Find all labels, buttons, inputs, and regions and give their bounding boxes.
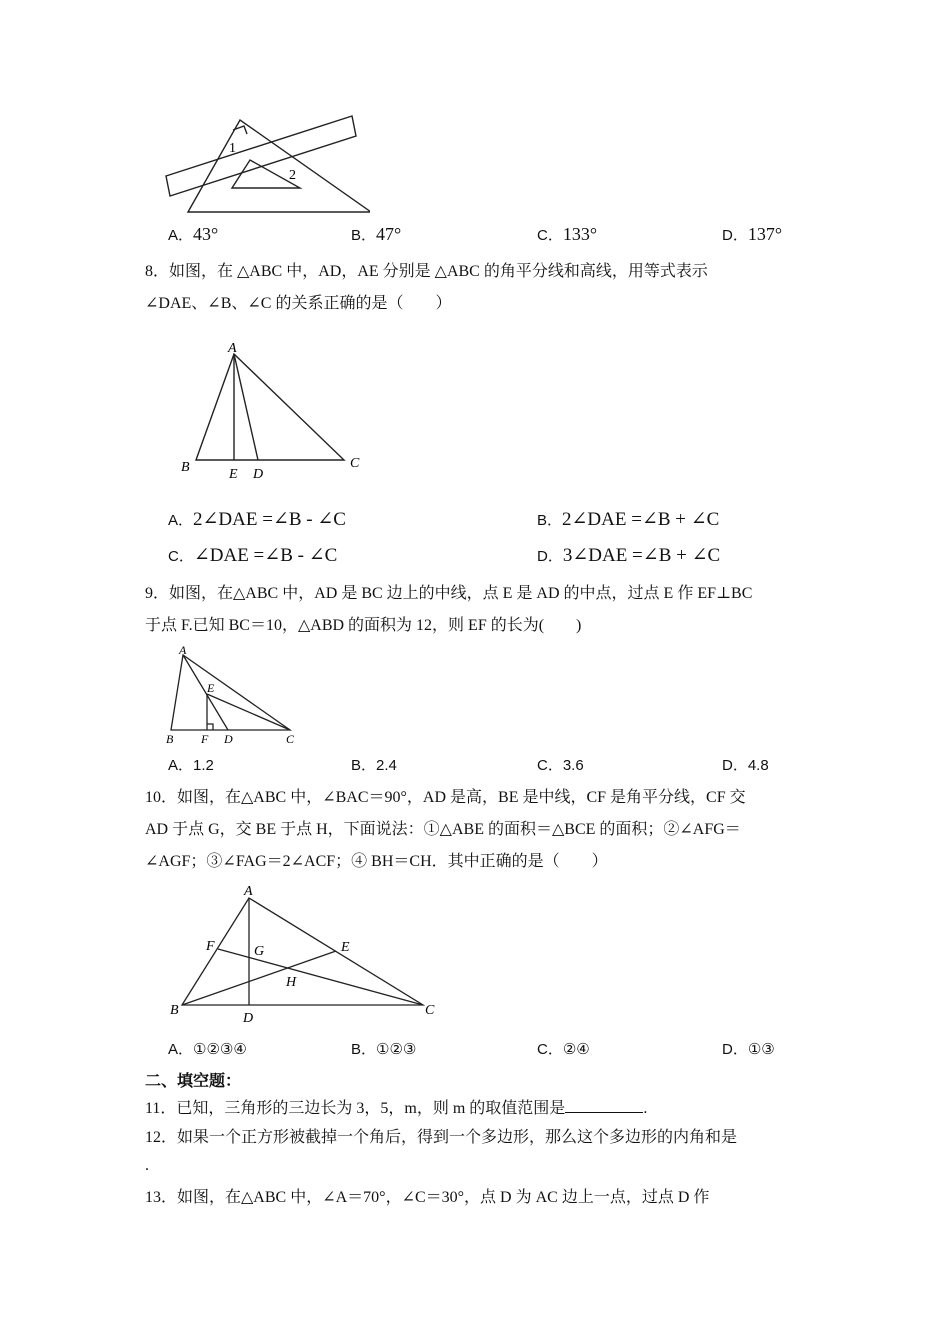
q8-label-c: C	[350, 456, 360, 471]
q10-stem-line2: AD 于点 G，交 BE 于点 H，下面说法：①△ABE 的面积＝△BCE 的面积；②∠AFG＝	[145, 821, 741, 838]
q11-stem	[145, 1096, 647, 1119]
q7-ruler	[166, 116, 356, 196]
q10-label-g: G	[254, 944, 265, 959]
q9-label-e: E	[207, 681, 215, 695]
q10-option-b[interactable]: B．①②③	[351, 1041, 417, 1058]
q8-label-e: E	[229, 467, 238, 482]
q7-label-2: 2	[289, 168, 296, 183]
q10-label-a: A	[244, 884, 253, 899]
q11-answer-blank[interactable]	[565, 1096, 643, 1113]
q7-option-c[interactable]: C．133°	[537, 224, 598, 244]
q9-option-c[interactable]: C．3.6	[537, 757, 584, 774]
q8-option-a[interactable]: A．2∠DAE =∠B - ∠C	[168, 509, 346, 530]
q9-label-f: F	[201, 732, 209, 746]
q12-stem-line1: 12．如果一个正方形被截掉一个角后，得到一个多边形，那么这个多边形的内角和是	[145, 1129, 738, 1146]
q10-label-e: E	[341, 940, 350, 955]
q8-label-d: D	[253, 467, 264, 482]
section-title: 二、填空题：	[145, 1073, 242, 1090]
q8-label-b: B	[181, 460, 190, 475]
q9-stem-line2: 于点 F.已知 BC＝10，△ABD 的面积为 12，则 EF 的长为( )	[145, 617, 582, 634]
q8-option-b[interactable]: B．2∠DAE =∠B + ∠C	[537, 509, 720, 530]
q10-stem-line3: ∠AGF；③∠FAG＝2∠ACF；④ BH＝CH．其中正确的是（ ）	[145, 853, 608, 870]
q7-large-triangle	[188, 120, 370, 212]
q7-option-b[interactable]: B．47°	[351, 224, 402, 244]
q10-label-d: D	[243, 1011, 254, 1026]
q9-option-b[interactable]: B．2.4	[351, 757, 397, 774]
q10-label-c: C	[425, 1003, 435, 1018]
q9-stem-line1: 9．如图，在△ABC 中，AD 是 BC 边上的中线，点 E 是 AD 的中点，过点 E 作 EF⊥BC	[145, 585, 753, 602]
q8-option-c[interactable]: C．∠DAE =∠B - ∠C	[168, 545, 338, 566]
q7-option-a[interactable]: A．43°	[168, 224, 219, 244]
q8-stem-line2: ∠DAE、∠B、∠C 的关系正确的是（ ）	[145, 295, 452, 312]
q10-option-c[interactable]: C．②④	[537, 1041, 590, 1058]
q9-option-d[interactable]: D．4.8	[722, 757, 769, 774]
q10-option-d[interactable]: D．①③	[722, 1041, 775, 1058]
q9-label-b: B	[166, 732, 174, 746]
q9-label-a: A	[179, 643, 187, 657]
q8-figure	[175, 336, 370, 484]
q7-option-d[interactable]: D．137°	[722, 224, 783, 244]
q11-text: 11．已知，三角形的三边长为 3，5，m，则 m 的取值范围是	[145, 1100, 566, 1117]
q10-figure	[165, 880, 445, 1028]
q9-label-c: C	[286, 732, 295, 746]
q10-stem-line1: 10．如图，在△ABC 中，∠BAC＝90°，AD 是高，BE 是中线，CF 是角平分线，CF 交	[145, 789, 746, 806]
q7-figure	[160, 108, 370, 216]
q10-option-a[interactable]: A．①②③④	[168, 1041, 247, 1058]
q10-label-h: H	[286, 975, 297, 990]
q13-stem-line1: 13．如图，在△ABC 中，∠A＝70°，∠C＝30°，点 D 为 AC 边上一点，过点 D 作	[145, 1189, 710, 1206]
q8-label-a: A	[228, 341, 237, 356]
q7-label-1: 1	[229, 141, 236, 156]
q11-tail: .	[643, 1100, 648, 1117]
q8-option-d[interactable]: D．3∠DAE =∠B + ∠C	[537, 545, 721, 566]
q9-label-d: D	[224, 732, 233, 746]
q12-stem-line2: .	[145, 1157, 149, 1174]
q8-stem-line1: 8．如图，在 △ABC 中，AD，AE 分别是 △ABC 的角平分线和高线，用等式表示	[145, 263, 708, 280]
q9-figure	[160, 642, 300, 746]
q10-label-f: F	[206, 939, 215, 954]
q10-label-b: B	[170, 1003, 179, 1018]
q9-option-a[interactable]: A．1.2	[168, 757, 214, 774]
